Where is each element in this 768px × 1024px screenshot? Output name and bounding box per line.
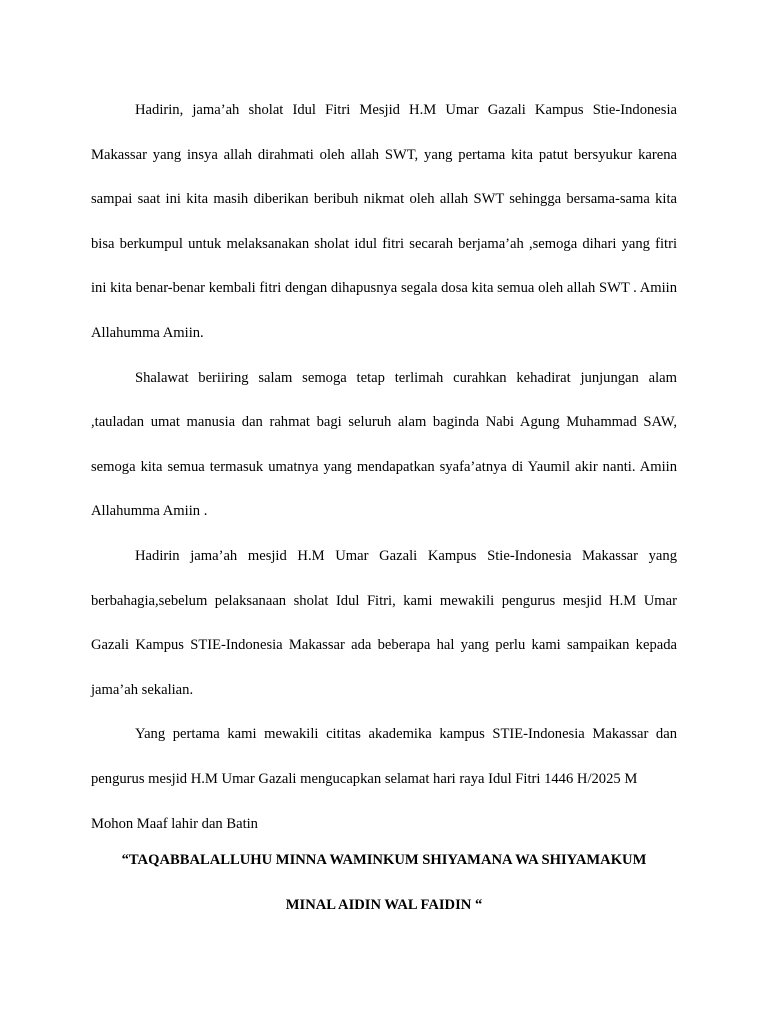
closing-prayer bbox=[91, 838, 677, 927]
paragraph-eid-greeting: Yang pertama kami mewakili cititas akademika kampus STIE-Indonesia Makassar dan pengurus mesjid H.M Umar Gazali mengucapkan selamat hari raya Idul Fitri 1446 H/2025 M bbox=[91, 726, 677, 787]
closing-line-1: “TAQABBALALLUHU MINNA WAMINKUM SHIYAMANA WA SHIYAMAKUM bbox=[121, 852, 647, 868]
paragraph-greeting: Hadirin, jama’ah sholat Idul Fitri Mesjid H.M Umar Gazali Kampus Stie-Indonesia Makassar yang insya allah dirahmati oleh allah SWT, yang pertama kita patut bersyukur karena sampai saat ini kita masih diberikan beribuh nikmat oleh allah SWT sehingga bersama-sama kita bisa berkumpul untuk melaksanakan sholat idul fitri secarah berjama’ah ,semoga dihari yang fitri ini kita benar-benar kembali fitri dengan dihapusnya segala dosa kita semua oleh allah SWT . Amiin Allahumma Amiin. bbox=[91, 102, 677, 341]
paragraph-announcement: Hadirin jama’ah mesjid H.M Umar Gazali Kampus Stie-Indonesia Makassar yang berbahagia,sebelum pelaksanaan sholat Idul Fitri, kami mewakili pengurus mesjid H.M Umar Gazali Kampus STIE-Indonesia Makassar ada beberapa hal yang perlu kami sampaikan kepada jama’ah sekalian. bbox=[91, 547, 677, 698]
paragraph-apology: Mohon Maaf lahir dan Batin bbox=[91, 815, 258, 832]
closing-line-2: MINAL AIDIN WAL FAIDIN “ bbox=[285, 896, 483, 913]
document-body bbox=[91, 88, 677, 846]
paragraph-shalawat: Shalawat beriiring salam semoga tetap terlimah curahkan kehadirat junjungan alam ,tauladan umat manusia dan rahmat bagi seluruh alam baginda Nabi Agung Muhammad SAW, semoga kita semua termasuk umatnya yang mendapatkan syafa’atnya di Yaumil akir nanti. Amiin Allahumma Amiin . bbox=[91, 369, 677, 520]
